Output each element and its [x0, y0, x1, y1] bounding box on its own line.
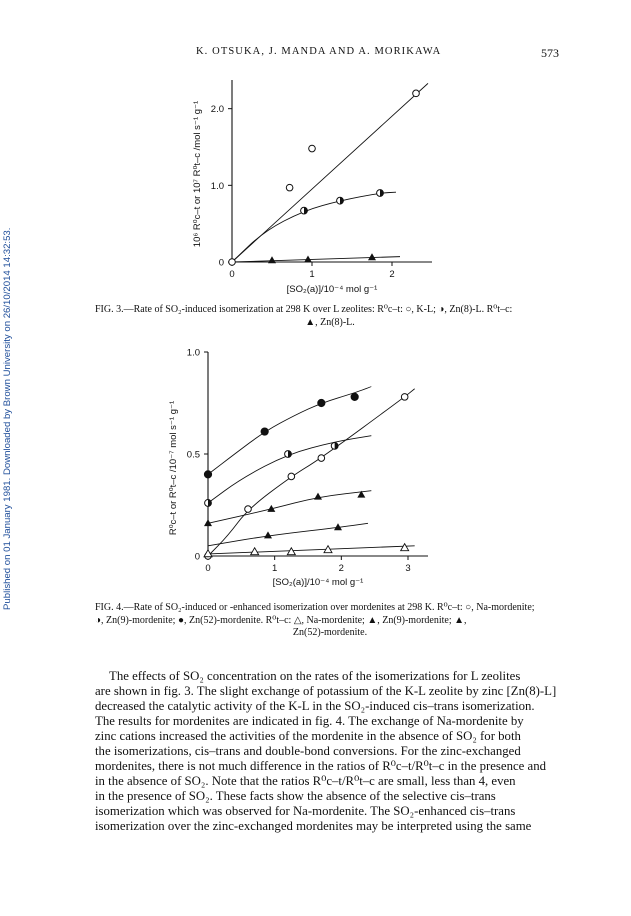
- body-paragraph: [95, 669, 559, 834]
- fig4-series-3-line: [208, 491, 371, 524]
- figure-4-chart: [150, 338, 450, 590]
- fig3-caption-line2: ▲, Zn(8)-L.: [305, 316, 355, 328]
- fig3-series-0-point: [309, 145, 316, 152]
- body-line: The results for mordenites are indicated in fig. 4. The exchange of Na-mordenite by: [95, 714, 524, 728]
- body-line: zinc cations increased the activities of the mordenite in the absence of SO₂ for both: [95, 729, 521, 743]
- fig4-marks: [204, 393, 409, 559]
- fig4-series-1-point: [331, 442, 338, 449]
- body-line: isomerization which was observed for Na-mordenite. The SO₂-enhanced cis–trans: [95, 804, 516, 818]
- fig4-series-4-line: [208, 523, 368, 545]
- fig4-series-0-point: [318, 399, 325, 406]
- fig3-series-2-point: [268, 256, 276, 263]
- fig4-series-0-point: [261, 428, 268, 435]
- fig4-series-5-line: [208, 546, 415, 554]
- fig3-y-axis-label: 10⁶ R⁰c–t or 10⁷ R⁰t–c /mol s⁻¹ g⁻¹: [192, 100, 203, 248]
- fig4-series-4-point: [264, 531, 272, 538]
- fig4-caption-line2: ◑, Zn(9)-mordenite; ●, Zn(52)-mordenite. R⁰t–c: △, Na-mordenite; ▲, Zn(9)-mordenite; ▲,: [95, 614, 467, 626]
- fig3-ticks: [211, 104, 395, 280]
- fig4-x-tick-label: 3: [405, 563, 411, 574]
- fig3-y-tick-label: 2.0: [210, 104, 224, 116]
- fig4-series-0-line: [208, 387, 371, 475]
- fig4-series-0-point: [204, 471, 211, 478]
- page-number: 573: [541, 46, 559, 60]
- download-watermark-text[interactable]: Published on 01 January 1981. Downloaded by Brown University on 26/10/2014 14:32:53.: [2, 227, 13, 610]
- fig4-x-tick-label: 1: [272, 563, 278, 574]
- body-line: in the absence of SO₂. Note that the ratios R⁰c–t/R⁰t–c are small, less than 4, even: [95, 774, 516, 788]
- running-head: K. OTSUKA, J. MANDA AND A. MORIKAWA: [196, 46, 442, 57]
- body-line: are shown in fig. 3. The slight exchange of potassium of the K-L zeolite by zinc [Zn(8)-L]: [95, 684, 557, 698]
- fig4-x-axis-label: [SO₂(a)]/10⁻⁴ mol g⁻¹: [272, 577, 364, 588]
- body-line: in the presence of SO₂. These facts show the absence of the selective cis–trans: [95, 789, 496, 803]
- fig4-y-tick-label: 1.0: [186, 347, 200, 359]
- fig4-caption-line1: FIG. 4.—Rate of SO₂-induced or -enhanced isomerization over mordenites at 298 K. R⁰c–t: ○, Na-mordenite;: [95, 602, 535, 613]
- fig3-x-axis-label: [SO₂(a)]/10⁻⁴ mol g⁻¹: [286, 284, 378, 295]
- fig3-x-tick-label: 1: [309, 269, 315, 280]
- fig4-curves: [208, 387, 415, 556]
- fig4-y-tick-label: 0.5: [186, 449, 200, 461]
- fig3-series-0-point: [229, 259, 236, 266]
- fig3-series-0-point: [286, 184, 293, 191]
- fig4-series-1-point: [205, 500, 212, 507]
- fig4-series-1-line: [208, 436, 371, 503]
- fig4-series-2-point: [401, 394, 408, 401]
- fig4-axes: [208, 352, 428, 556]
- fig4-series-3-point: [314, 493, 322, 500]
- body-line: The effects of SO₂ concentration on the rates of the isomerizations for L zeolites: [109, 669, 521, 683]
- fig4-series-0-point: [351, 393, 358, 400]
- download-watermark: [2, 150, 16, 610]
- fig3-series-2-point: [368, 253, 376, 260]
- fig4-series-2-point: [288, 473, 295, 480]
- body-line: the isomerizations, cis–trans and double-bond conversions. For the zinc-exchanged: [95, 744, 521, 758]
- fig4-series-2-point: [245, 506, 252, 513]
- body-line: mordenites, there is not much difference in the ratios of R⁰c–t/R⁰t–c in the presence and: [95, 759, 547, 773]
- fig3-series-2-point: [304, 256, 312, 263]
- fig3-y-tick-label: 0: [218, 257, 224, 269]
- fig3-x-tick-label: 2: [389, 269, 395, 280]
- fig3-x-tick-label: 0: [229, 269, 235, 280]
- fig3-y-tick-label: 1.0: [210, 180, 224, 192]
- fig3-series-1-point: [377, 190, 384, 197]
- fig4-y-tick-label: 0: [194, 551, 200, 563]
- fig4-x-tick-label: 2: [338, 563, 344, 574]
- body-line: isomerization over the zinc-exchanged mordenites may be interpreted using the same: [95, 819, 532, 833]
- fig4-ticks: [187, 348, 411, 575]
- fig4-series-5-point: [401, 544, 409, 551]
- fig3-series-0-point: [413, 90, 420, 97]
- fig3-series-1-line: [232, 192, 396, 262]
- fig4-x-tick-label: 0: [205, 563, 211, 574]
- fig3-series-1-point: [301, 207, 308, 214]
- figure-3-chart: [180, 70, 470, 300]
- fig4-series-1-point: [285, 451, 292, 458]
- fig3-curves: [232, 83, 428, 262]
- fig3-series-1-point: [337, 197, 344, 204]
- fig4-caption-line3: Zn(52)-mordenite.: [292, 627, 368, 638]
- figure-3-caption: [95, 304, 565, 329]
- body-line: decreased the catalytic activity of the K-L in the SO₂-induced cis–trans isomerization.: [95, 699, 535, 713]
- fig4-y-axis-label: R⁰c–t or R⁰t–c /10⁻⁷ mol s⁻¹ g⁻¹: [168, 400, 179, 536]
- figure-4-caption: [95, 602, 565, 640]
- fig4-series-5-point: [251, 548, 259, 555]
- fig3-caption-line1: FIG. 3.—Rate of SO₂-induced isomerization at 298 K over L zeolites: R⁰c–t: ○, K-L; ◑, Zn(8)-L. R⁰t–c:: [95, 304, 513, 315]
- fig4-series-2-point: [318, 455, 325, 462]
